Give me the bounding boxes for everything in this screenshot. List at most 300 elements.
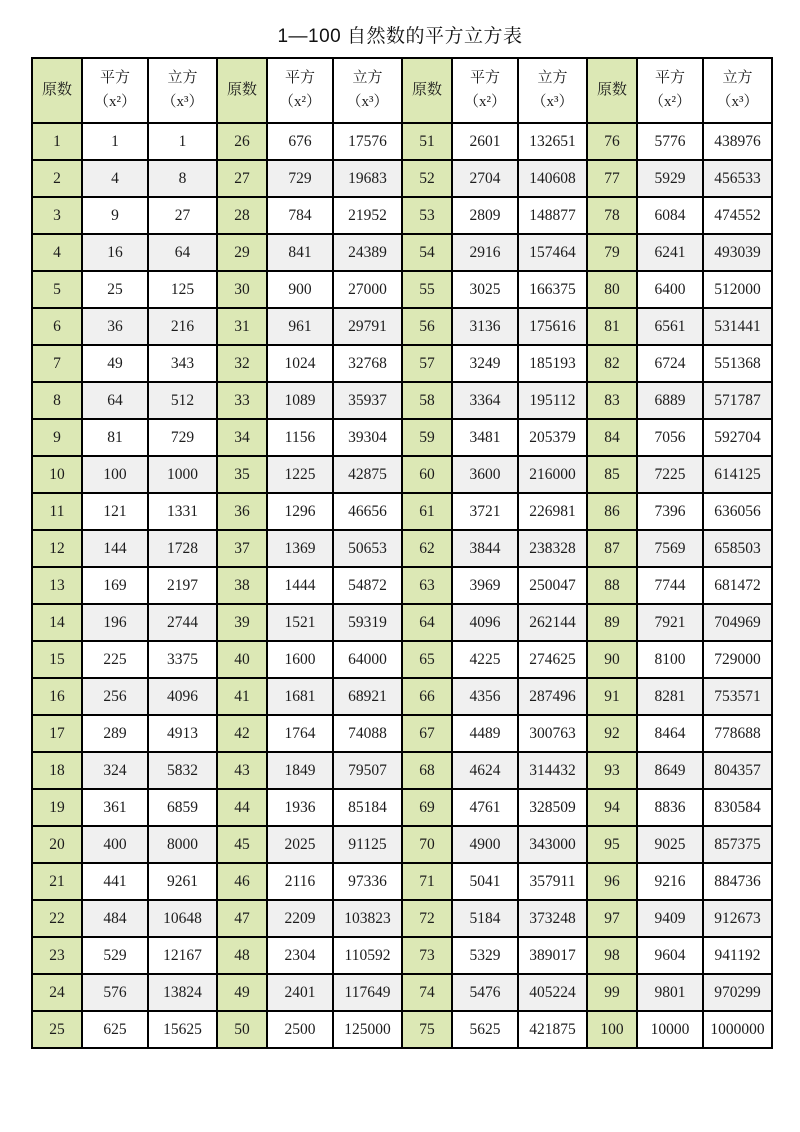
cube-value-cell: 941192 <box>703 937 772 974</box>
base-number-cell: 82 <box>587 345 637 382</box>
base-number-cell: 95 <box>587 826 637 863</box>
square-value-cell: 4225 <box>452 641 518 678</box>
base-number-cell: 18 <box>32 752 82 789</box>
cube-value-cell: 216 <box>148 308 217 345</box>
square-value-cell: 3721 <box>452 493 518 530</box>
cube-value-cell: 636056 <box>703 493 772 530</box>
cube-value-cell: 238328 <box>518 530 587 567</box>
cube-value-cell: 1331 <box>148 493 217 530</box>
base-number-cell: 50 <box>217 1011 267 1048</box>
cube-value-cell: 571787 <box>703 382 772 419</box>
cube-value-cell: 262144 <box>518 604 587 641</box>
header-square: 平方 （x²） <box>82 58 148 123</box>
base-number-cell: 83 <box>587 382 637 419</box>
base-number-cell: 91 <box>587 678 637 715</box>
base-number-cell: 46 <box>217 863 267 900</box>
square-value-cell: 225 <box>82 641 148 678</box>
base-number-cell: 36 <box>217 493 267 530</box>
base-number-cell: 41 <box>217 678 267 715</box>
square-value-cell: 484 <box>82 900 148 937</box>
table-row <box>32 604 772 641</box>
square-value-cell: 7744 <box>637 567 703 604</box>
header-cube: 立方 （x³） <box>333 58 402 123</box>
base-number-cell: 72 <box>402 900 452 937</box>
square-value-cell: 729 <box>267 160 333 197</box>
base-number-cell: 100 <box>587 1011 637 1048</box>
square-value-cell: 1156 <box>267 419 333 456</box>
square-value-cell: 3600 <box>452 456 518 493</box>
base-number-cell: 69 <box>402 789 452 826</box>
table-row <box>32 493 772 530</box>
cube-value-cell: 74088 <box>333 715 402 752</box>
square-value-cell: 4096 <box>452 604 518 641</box>
base-number-cell: 30 <box>217 271 267 308</box>
cube-value-cell: 91125 <box>333 826 402 863</box>
base-number-cell: 64 <box>402 604 452 641</box>
base-number-cell: 7 <box>32 345 82 382</box>
cube-value-cell: 2744 <box>148 604 217 641</box>
cube-value-cell: 148877 <box>518 197 587 234</box>
square-value-cell: 1444 <box>267 567 333 604</box>
base-number-cell: 89 <box>587 604 637 641</box>
base-number-cell: 40 <box>217 641 267 678</box>
base-number-cell: 94 <box>587 789 637 826</box>
cube-value-cell: 1728 <box>148 530 217 567</box>
cube-value-cell: 205379 <box>518 419 587 456</box>
square-value-cell: 400 <box>82 826 148 863</box>
cube-value-cell: 32768 <box>333 345 402 382</box>
cube-value-cell: 551368 <box>703 345 772 382</box>
base-number-cell: 43 <box>217 752 267 789</box>
cube-value-cell: 185193 <box>518 345 587 382</box>
cube-value-cell: 287496 <box>518 678 587 715</box>
cube-value-cell: 857375 <box>703 826 772 863</box>
square-value-cell: 49 <box>82 345 148 382</box>
cube-value-cell: 85184 <box>333 789 402 826</box>
cube-value-cell: 4913 <box>148 715 217 752</box>
base-number-cell: 58 <box>402 382 452 419</box>
cube-value-cell: 343000 <box>518 826 587 863</box>
cube-value-cell: 1000000 <box>703 1011 772 1048</box>
table-row <box>32 678 772 715</box>
base-number-cell: 75 <box>402 1011 452 1048</box>
cube-value-cell: 46656 <box>333 493 402 530</box>
cube-value-cell: 5832 <box>148 752 217 789</box>
square-value-cell: 9216 <box>637 863 703 900</box>
table-row <box>32 937 772 974</box>
square-value-cell: 4761 <box>452 789 518 826</box>
cube-value-cell: 27 <box>148 197 217 234</box>
cube-value-cell: 373248 <box>518 900 587 937</box>
square-value-cell: 6241 <box>637 234 703 271</box>
square-value-cell: 100 <box>82 456 148 493</box>
base-number-cell: 35 <box>217 456 267 493</box>
cube-value-cell: 39304 <box>333 419 402 456</box>
cube-value-cell: 132651 <box>518 123 587 160</box>
base-number-cell: 14 <box>32 604 82 641</box>
base-number-cell: 90 <box>587 641 637 678</box>
header-cube: 立方 （x³） <box>518 58 587 123</box>
square-value-cell: 256 <box>82 678 148 715</box>
base-number-cell: 60 <box>402 456 452 493</box>
square-value-cell: 36 <box>82 308 148 345</box>
table-row <box>32 197 772 234</box>
square-value-cell: 196 <box>82 604 148 641</box>
square-value-cell: 324 <box>82 752 148 789</box>
cube-value-cell: 27000 <box>333 271 402 308</box>
base-number-cell: 39 <box>217 604 267 641</box>
table-row <box>32 382 772 419</box>
square-value-cell: 2500 <box>267 1011 333 1048</box>
base-number-cell: 49 <box>217 974 267 1011</box>
base-number-cell: 81 <box>587 308 637 345</box>
table-row <box>32 863 772 900</box>
square-value-cell: 784 <box>267 197 333 234</box>
square-value-cell: 6889 <box>637 382 703 419</box>
cube-value-cell: 4096 <box>148 678 217 715</box>
cube-value-cell: 250047 <box>518 567 587 604</box>
table-row <box>32 567 772 604</box>
square-value-cell: 361 <box>82 789 148 826</box>
table-row <box>32 234 772 271</box>
base-number-cell: 73 <box>402 937 452 974</box>
square-value-cell: 5041 <box>452 863 518 900</box>
square-value-cell: 961 <box>267 308 333 345</box>
base-number-cell: 10 <box>32 456 82 493</box>
base-number-cell: 21 <box>32 863 82 900</box>
square-value-cell: 3136 <box>452 308 518 345</box>
square-value-cell: 2809 <box>452 197 518 234</box>
square-value-cell: 1936 <box>267 789 333 826</box>
cube-value-cell: 29791 <box>333 308 402 345</box>
square-value-cell: 10000 <box>637 1011 703 1048</box>
cube-value-cell: 226981 <box>518 493 587 530</box>
base-number-cell: 45 <box>217 826 267 863</box>
base-number-cell: 70 <box>402 826 452 863</box>
square-value-cell: 2025 <box>267 826 333 863</box>
cube-value-cell: 125 <box>148 271 217 308</box>
square-value-cell: 4900 <box>452 826 518 863</box>
base-number-cell: 4 <box>32 234 82 271</box>
header-base-number: 原数 <box>217 58 267 123</box>
square-value-cell: 1369 <box>267 530 333 567</box>
cube-value-cell: 357911 <box>518 863 587 900</box>
square-value-cell: 441 <box>82 863 148 900</box>
cube-value-cell: 456533 <box>703 160 772 197</box>
base-number-cell: 3 <box>32 197 82 234</box>
table-row <box>32 1011 772 1048</box>
base-number-cell: 56 <box>402 308 452 345</box>
square-value-cell: 9 <box>82 197 148 234</box>
cube-value-cell: 35937 <box>333 382 402 419</box>
cube-value-cell: 166375 <box>518 271 587 308</box>
base-number-cell: 77 <box>587 160 637 197</box>
base-number-cell: 6 <box>32 308 82 345</box>
base-number-cell: 79 <box>587 234 637 271</box>
base-number-cell: 59 <box>402 419 452 456</box>
base-number-cell: 9 <box>32 419 82 456</box>
square-value-cell: 529 <box>82 937 148 974</box>
square-value-cell: 9409 <box>637 900 703 937</box>
cube-value-cell: 19683 <box>333 160 402 197</box>
base-number-cell: 51 <box>402 123 452 160</box>
base-number-cell: 19 <box>32 789 82 826</box>
base-number-cell: 29 <box>217 234 267 271</box>
cube-value-cell: 64000 <box>333 641 402 678</box>
cube-value-cell: 592704 <box>703 419 772 456</box>
square-value-cell: 1849 <box>267 752 333 789</box>
base-number-cell: 87 <box>587 530 637 567</box>
table-row <box>32 345 772 382</box>
cube-value-cell: 970299 <box>703 974 772 1011</box>
base-number-cell: 85 <box>587 456 637 493</box>
cube-value-cell: 512 <box>148 382 217 419</box>
table-row <box>32 752 772 789</box>
square-value-cell: 3844 <box>452 530 518 567</box>
cube-value-cell: 614125 <box>703 456 772 493</box>
cube-value-cell: 9261 <box>148 863 217 900</box>
squares-cubes-table <box>31 57 773 1049</box>
base-number-cell: 2 <box>32 160 82 197</box>
header-square: 平方 （x²） <box>267 58 333 123</box>
square-value-cell: 289 <box>82 715 148 752</box>
square-value-cell: 144 <box>82 530 148 567</box>
header-base-number: 原数 <box>402 58 452 123</box>
table-row <box>32 456 772 493</box>
cube-value-cell: 704969 <box>703 604 772 641</box>
cube-value-cell: 24389 <box>333 234 402 271</box>
cube-value-cell: 884736 <box>703 863 772 900</box>
square-value-cell: 5184 <box>452 900 518 937</box>
square-value-cell: 9025 <box>637 826 703 863</box>
base-number-cell: 74 <box>402 974 452 1011</box>
cube-value-cell: 3375 <box>148 641 217 678</box>
base-number-cell: 27 <box>217 160 267 197</box>
square-value-cell: 7056 <box>637 419 703 456</box>
square-value-cell: 6724 <box>637 345 703 382</box>
cube-value-cell: 421875 <box>518 1011 587 1048</box>
header-cube: 立方 （x³） <box>703 58 772 123</box>
square-value-cell: 8464 <box>637 715 703 752</box>
base-number-cell: 23 <box>32 937 82 974</box>
cube-value-cell: 2197 <box>148 567 217 604</box>
square-value-cell: 7396 <box>637 493 703 530</box>
base-number-cell: 93 <box>587 752 637 789</box>
cube-value-cell: 405224 <box>518 974 587 1011</box>
base-number-cell: 92 <box>587 715 637 752</box>
table-row <box>32 715 772 752</box>
cube-value-cell: 1 <box>148 123 217 160</box>
table-row <box>32 271 772 308</box>
base-number-cell: 44 <box>217 789 267 826</box>
table-row <box>32 419 772 456</box>
square-value-cell: 2916 <box>452 234 518 271</box>
base-number-cell: 55 <box>402 271 452 308</box>
cube-value-cell: 79507 <box>333 752 402 789</box>
base-number-cell: 8 <box>32 382 82 419</box>
square-value-cell: 5329 <box>452 937 518 974</box>
cube-value-cell: 474552 <box>703 197 772 234</box>
square-value-cell: 900 <box>267 271 333 308</box>
cube-value-cell: 68921 <box>333 678 402 715</box>
square-value-cell: 5929 <box>637 160 703 197</box>
cube-value-cell: 54872 <box>333 567 402 604</box>
base-number-cell: 62 <box>402 530 452 567</box>
base-number-cell: 66 <box>402 678 452 715</box>
cube-value-cell: 125000 <box>333 1011 402 1048</box>
cube-value-cell: 493039 <box>703 234 772 271</box>
cube-value-cell: 8000 <box>148 826 217 863</box>
base-number-cell: 96 <box>587 863 637 900</box>
square-value-cell: 676 <box>267 123 333 160</box>
cube-value-cell: 658503 <box>703 530 772 567</box>
square-value-cell: 4489 <box>452 715 518 752</box>
cube-value-cell: 531441 <box>703 308 772 345</box>
cube-value-cell: 15625 <box>148 1011 217 1048</box>
square-value-cell: 121 <box>82 493 148 530</box>
square-value-cell: 9801 <box>637 974 703 1011</box>
cube-value-cell: 103823 <box>333 900 402 937</box>
cube-value-cell: 1000 <box>148 456 217 493</box>
cube-value-cell: 42875 <box>333 456 402 493</box>
square-value-cell: 3969 <box>452 567 518 604</box>
square-value-cell: 1089 <box>267 382 333 419</box>
base-number-cell: 71 <box>402 863 452 900</box>
table-row <box>32 123 772 160</box>
table-row <box>32 530 772 567</box>
square-value-cell: 7921 <box>637 604 703 641</box>
cube-value-cell: 17576 <box>333 123 402 160</box>
square-value-cell: 1764 <box>267 715 333 752</box>
cube-value-cell: 512000 <box>703 271 772 308</box>
cube-value-cell: 175616 <box>518 308 587 345</box>
cube-value-cell: 830584 <box>703 789 772 826</box>
header-row <box>32 58 772 123</box>
base-number-cell: 11 <box>32 493 82 530</box>
square-value-cell: 841 <box>267 234 333 271</box>
cube-value-cell: 110592 <box>333 937 402 974</box>
square-value-cell: 81 <box>82 419 148 456</box>
base-number-cell: 12 <box>32 530 82 567</box>
square-value-cell: 169 <box>82 567 148 604</box>
cube-value-cell: 64 <box>148 234 217 271</box>
cube-value-cell: 21952 <box>333 197 402 234</box>
base-number-cell: 25 <box>32 1011 82 1048</box>
base-number-cell: 48 <box>217 937 267 974</box>
base-number-cell: 17 <box>32 715 82 752</box>
square-value-cell: 3025 <box>452 271 518 308</box>
base-number-cell: 16 <box>32 678 82 715</box>
base-number-cell: 47 <box>217 900 267 937</box>
table-row <box>32 160 772 197</box>
square-value-cell: 6400 <box>637 271 703 308</box>
base-number-cell: 99 <box>587 974 637 1011</box>
cube-value-cell: 216000 <box>518 456 587 493</box>
square-value-cell: 1681 <box>267 678 333 715</box>
table-row <box>32 308 772 345</box>
square-value-cell: 4 <box>82 160 148 197</box>
cube-value-cell: 438976 <box>703 123 772 160</box>
cube-value-cell: 753571 <box>703 678 772 715</box>
square-value-cell: 2304 <box>267 937 333 974</box>
cube-value-cell: 13824 <box>148 974 217 1011</box>
table-row <box>32 974 772 1011</box>
square-value-cell: 3364 <box>452 382 518 419</box>
cube-value-cell: 389017 <box>518 937 587 974</box>
table-row <box>32 789 772 826</box>
square-value-cell: 6084 <box>637 197 703 234</box>
cube-value-cell: 157464 <box>518 234 587 271</box>
square-value-cell: 64 <box>82 382 148 419</box>
base-number-cell: 13 <box>32 567 82 604</box>
square-value-cell: 1521 <box>267 604 333 641</box>
base-number-cell: 76 <box>587 123 637 160</box>
square-value-cell: 8836 <box>637 789 703 826</box>
cube-value-cell: 300763 <box>518 715 587 752</box>
base-number-cell: 54 <box>402 234 452 271</box>
base-number-cell: 37 <box>217 530 267 567</box>
square-value-cell: 7225 <box>637 456 703 493</box>
header-square: 平方 （x²） <box>452 58 518 123</box>
square-value-cell: 2116 <box>267 863 333 900</box>
square-value-cell: 2704 <box>452 160 518 197</box>
base-number-cell: 15 <box>32 641 82 678</box>
base-number-cell: 67 <box>402 715 452 752</box>
square-value-cell: 9604 <box>637 937 703 974</box>
base-number-cell: 65 <box>402 641 452 678</box>
base-number-cell: 20 <box>32 826 82 863</box>
base-number-cell: 33 <box>217 382 267 419</box>
square-value-cell: 576 <box>82 974 148 1011</box>
table-body <box>32 123 772 1048</box>
base-number-cell: 97 <box>587 900 637 937</box>
cube-value-cell: 328509 <box>518 789 587 826</box>
base-number-cell: 88 <box>587 567 637 604</box>
cube-value-cell: 97336 <box>333 863 402 900</box>
cube-value-cell: 343 <box>148 345 217 382</box>
cube-value-cell: 6859 <box>148 789 217 826</box>
cube-value-cell: 50653 <box>333 530 402 567</box>
square-value-cell: 1225 <box>267 456 333 493</box>
base-number-cell: 24 <box>32 974 82 1011</box>
cube-value-cell: 729 <box>148 419 217 456</box>
header-square: 平方 （x²） <box>637 58 703 123</box>
base-number-cell: 34 <box>217 419 267 456</box>
header-cube: 立方 （x³） <box>148 58 217 123</box>
square-value-cell: 3249 <box>452 345 518 382</box>
square-value-cell: 1024 <box>267 345 333 382</box>
cube-value-cell: 804357 <box>703 752 772 789</box>
table-row <box>32 641 772 678</box>
square-value-cell: 16 <box>82 234 148 271</box>
base-number-cell: 1 <box>32 123 82 160</box>
base-number-cell: 61 <box>402 493 452 530</box>
base-number-cell: 42 <box>217 715 267 752</box>
base-number-cell: 53 <box>402 197 452 234</box>
cube-value-cell: 59319 <box>333 604 402 641</box>
square-value-cell: 8649 <box>637 752 703 789</box>
square-value-cell: 6561 <box>637 308 703 345</box>
base-number-cell: 38 <box>217 567 267 604</box>
header-base-number: 原数 <box>587 58 637 123</box>
base-number-cell: 28 <box>217 197 267 234</box>
table-row <box>32 826 772 863</box>
base-number-cell: 63 <box>402 567 452 604</box>
square-value-cell: 5625 <box>452 1011 518 1048</box>
header-base-number: 原数 <box>32 58 82 123</box>
cube-value-cell: 274625 <box>518 641 587 678</box>
base-number-cell: 31 <box>217 308 267 345</box>
